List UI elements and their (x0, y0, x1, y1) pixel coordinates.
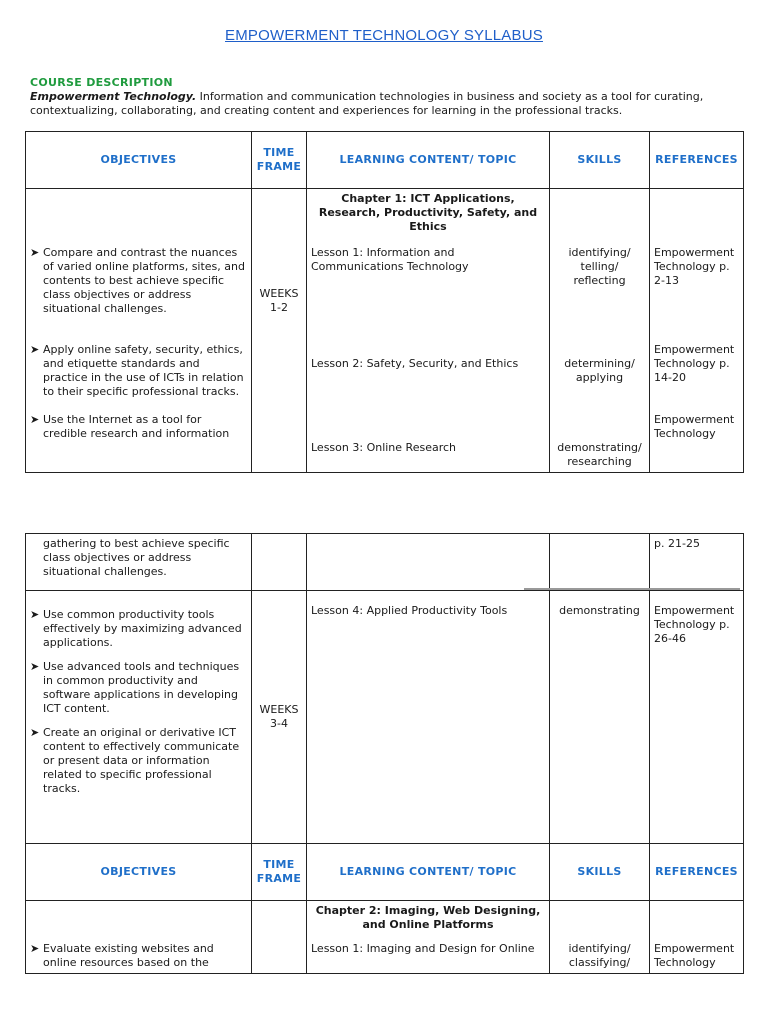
header-references: REFERENCES (650, 844, 744, 901)
arrow-bullet-icon: ➤ (30, 413, 40, 426)
arrow-bullet-icon: ➤ (30, 726, 40, 739)
learning-content-cell (307, 901, 550, 974)
objective-text: Create an original or derivative ICT content to effectively communicate or present data or information related to specific professional tracks. (43, 726, 240, 795)
lesson-title: Lesson 4: Applied Productivity Tools (311, 604, 508, 617)
reference-text: Empowerment Technology (654, 942, 735, 969)
references-cell (650, 534, 744, 591)
course-description-text (30, 90, 742, 118)
objective-text: Use the Internet as a tool for credible research and information (43, 413, 230, 440)
skills-cell (550, 534, 650, 591)
skills-cell (550, 189, 650, 473)
objective-item (30, 726, 247, 796)
learning-content-cell (307, 591, 550, 844)
lesson-title: Lesson 2: Safety, Security, and Ethics (311, 357, 519, 370)
table-row (26, 534, 744, 591)
time-frame-text: WEEKS 3-4 (259, 703, 299, 730)
header-references: REFERENCES (650, 132, 744, 189)
objective-item (30, 660, 247, 716)
objective-text: Use advanced tools and techniques in common productivity and software applications in developing ICT content. (43, 660, 240, 715)
skills-text: identifying/ telling/ reflecting (568, 246, 631, 287)
course-description-heading: COURSE DESCRIPTION (30, 76, 173, 89)
arrow-bullet-icon: ➤ (30, 608, 40, 621)
time-frame-cell (252, 901, 307, 974)
reference-text: Empowerment Technology p. 26-46 (654, 604, 735, 645)
skills-text: demonstrating (559, 604, 640, 617)
time-frame-cell (252, 189, 307, 473)
learning-content-cell (307, 189, 550, 473)
table-row (26, 901, 744, 974)
skills-text: identifying/ classifying/ (568, 942, 631, 969)
skills-cell (550, 591, 650, 844)
lesson-title: Lesson 1: Information and Communications Technology (311, 246, 469, 273)
skills-text: determining/ applying (564, 357, 635, 384)
header-objectives: OBJECTIVES (26, 132, 252, 189)
objective-item (30, 608, 247, 650)
objective-text: Evaluate existing websites and online resources based on the (43, 942, 214, 969)
references-cell (650, 591, 744, 844)
objective-text: Compare and contrast the nuances of varied online platforms, sites, and contents to best achieve specific class objectives or address situational challenges. (43, 246, 245, 315)
reference-text: Empowerment Technology p. 14-20 (654, 343, 735, 384)
table-row (26, 189, 744, 473)
objective-item (30, 413, 247, 441)
references-cell (650, 189, 744, 473)
objectives-cell (26, 534, 252, 591)
time-frame-cell (252, 534, 307, 591)
objectives-cell (26, 189, 252, 473)
lesson-title: Lesson 3: Online Research (311, 441, 456, 454)
arrow-bullet-icon: ➤ (30, 343, 40, 356)
header-learning-content: LEARNING CONTENT/ TOPIC (307, 132, 550, 189)
objective-item (30, 246, 247, 316)
time-frame-text: WEEKS 1-2 (259, 287, 299, 314)
arrow-bullet-icon: ➤ (30, 246, 40, 259)
objective-item (30, 343, 247, 399)
table-row (26, 591, 744, 844)
learning-content-cell (307, 534, 550, 591)
objective-text: Use common productivity tools effectively by maximizing advanced applications. (43, 608, 242, 649)
divider (524, 588, 740, 590)
objectives-cell (26, 591, 252, 844)
chapter-title: Chapter 1: ICT Applications, Research, Productivity, Safety, and Ethics (318, 192, 538, 233)
chapter-title: Chapter 2: Imaging, Web Designing, and Online Platforms (315, 904, 541, 931)
table-header-row (26, 844, 744, 901)
course-subject: Empowerment Technology. (30, 90, 197, 103)
page-title: EMPOWERMENT TECHNOLOGY SYLLABUS (225, 27, 543, 44)
reference-text: Empowerment Technology (654, 413, 735, 440)
objective-text: gathering to best achieve specific class objectives or address situational challenges. (43, 537, 230, 578)
header-objectives: OBJECTIVES (26, 844, 252, 901)
arrow-bullet-icon: ➤ (30, 942, 40, 955)
time-frame-cell (252, 591, 307, 844)
header-time-frame: TIME FRAME (252, 132, 307, 189)
course-description (30, 76, 742, 118)
reference-text: Empowerment Technology p. 2-13 (654, 246, 735, 287)
objectives-cell (26, 901, 252, 974)
arrow-bullet-icon: ➤ (30, 660, 40, 673)
header-learning-content: LEARNING CONTENT/ TOPIC (307, 844, 550, 901)
references-cell (650, 901, 744, 974)
table-header-row (26, 132, 744, 189)
header-skills: SKILLS (550, 844, 650, 901)
objective-item (30, 942, 247, 970)
syllabus-table-page-1 (25, 131, 744, 473)
reference-text: p. 21-25 (654, 537, 700, 550)
objective-text: Apply online safety, security, ethics, and etiquette standards and practice in the use of ICTs in relation to their specific professional tracks. (43, 343, 244, 398)
lesson-title: Lesson 1: Imaging and Design for Online (311, 942, 535, 955)
skills-text: demonstrating/ researching (557, 441, 642, 468)
header-time-frame: TIME FRAME (252, 844, 307, 901)
header-skills: SKILLS (550, 132, 650, 189)
skills-cell (550, 901, 650, 974)
syllabus-table-page-2 (25, 533, 744, 974)
course-description-body: Information and communication technologies in business and society as a tool for curating, contextualizing, collaborating, and creating content and experiences for learning in the professional tracks. (30, 90, 704, 117)
